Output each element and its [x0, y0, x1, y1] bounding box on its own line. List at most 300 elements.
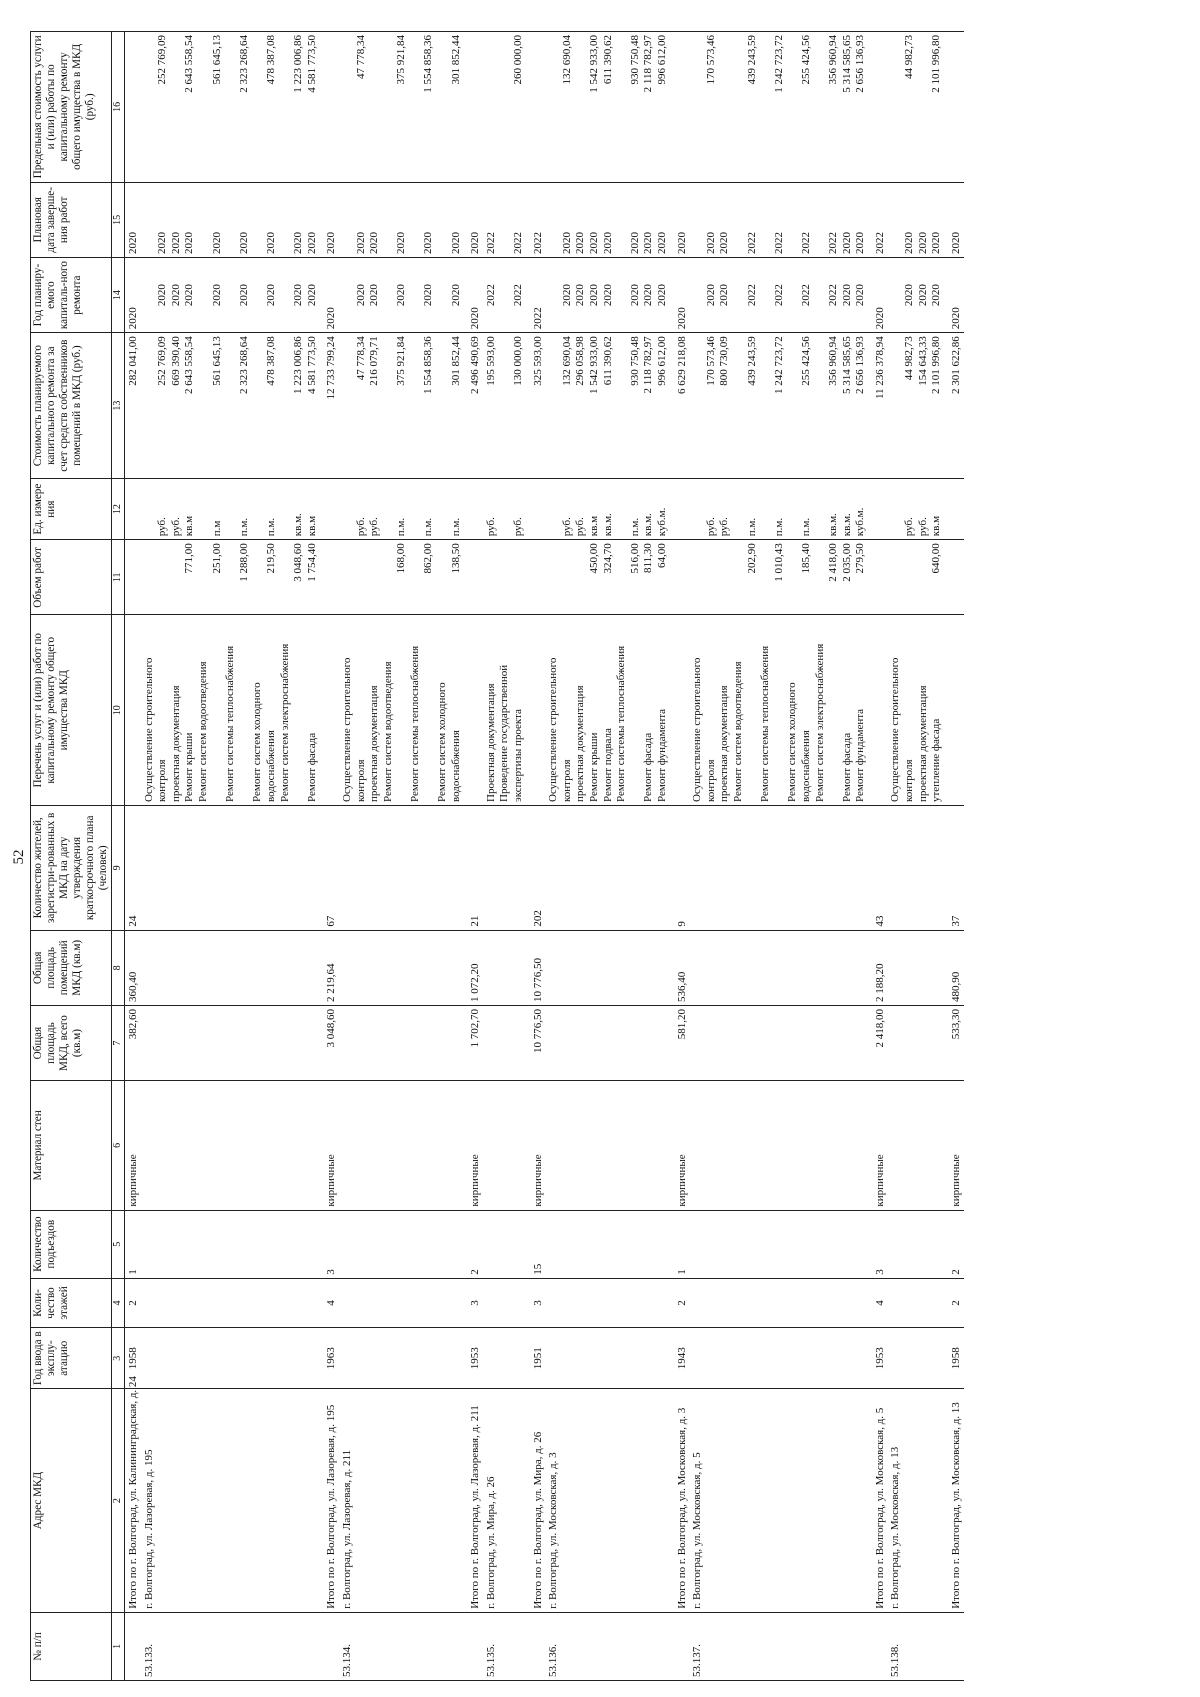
work-unit: п.м. — [628, 517, 641, 537]
work-item: Проектная документация — [484, 683, 497, 802]
work-cost: 478 387,08 — [264, 336, 277, 386]
residents-cell — [467, 806, 484, 931]
work-volume: 1 010,43 — [772, 543, 785, 582]
unit-cell — [323, 479, 340, 540]
summary-area-rooms: 2 219,64 — [325, 963, 338, 1002]
empty-cell — [142, 930, 324, 1005]
summary-end-date: 2022 — [873, 231, 886, 254]
work-cost: 1 542 933,00 — [588, 336, 600, 394]
work-limit: 170 573,46 — [704, 35, 717, 85]
empty-cell — [142, 1081, 324, 1210]
works-cell — [546, 615, 673, 806]
empty-cell — [546, 1005, 673, 1080]
work-limit: 561 645,13 — [210, 35, 223, 85]
area-rooms-cell — [323, 930, 340, 1005]
empty-cell — [546, 1210, 673, 1278]
material-cell — [323, 1081, 340, 1210]
item-row — [888, 32, 947, 1681]
work-unit: руб. — [574, 517, 587, 537]
summary-plan-year: 2020 — [873, 307, 886, 330]
work-cost: 611 390,62 — [601, 336, 614, 386]
work-unit: п.м. — [772, 517, 785, 537]
work-cost: 561 645,13 — [210, 336, 223, 386]
work-volume — [485, 543, 499, 611]
empty-cell — [484, 1005, 530, 1080]
empty-cell — [142, 1328, 324, 1389]
entrances-cell — [323, 1210, 340, 1278]
unit-cell — [340, 479, 467, 540]
work-unit: п.м. — [449, 517, 462, 537]
summary-cost: 282 041,00 — [127, 336, 139, 386]
work-limit: 1 554 858,36 — [422, 35, 435, 93]
address-cell — [530, 1389, 547, 1612]
limit-cell — [142, 32, 324, 183]
summary-cost: 12 733 799,24 — [325, 336, 338, 400]
summary-year: 1953 — [469, 1347, 482, 1370]
works-cell — [484, 615, 530, 806]
work-end-date: 2022 — [827, 231, 840, 254]
limit-cell — [467, 32, 484, 183]
work-unit: куб.м. — [854, 507, 867, 537]
summary-material: кирпичные — [469, 1154, 482, 1207]
cost-cell — [125, 333, 142, 479]
work-limit — [368, 35, 382, 179]
work-item: Ремонт системы теплоснабжения — [408, 645, 421, 802]
volume-cell — [888, 540, 947, 615]
limit-cell — [340, 32, 467, 183]
empty-cell — [484, 1328, 530, 1389]
work-cost: 4 581 773,50 — [305, 336, 318, 394]
limit-cell — [530, 32, 547, 183]
area-rooms-cell — [948, 930, 965, 1005]
empty-cell — [142, 1005, 324, 1080]
work-limit — [485, 35, 499, 179]
empty-cell — [546, 1278, 673, 1327]
work-unit: кв.м. — [840, 513, 853, 537]
work-volume: 2 418,00 — [827, 543, 840, 582]
limit-cell — [674, 32, 691, 183]
empty-cell — [142, 1210, 324, 1278]
item-number: 53.135. — [484, 1644, 497, 1677]
work-volume: 450,00 — [588, 543, 600, 574]
work-item: Ремонт систем электроснабжения — [813, 643, 826, 802]
summary-area-total: 533,30 — [949, 1008, 962, 1040]
work-end-date: 2020 — [655, 231, 668, 254]
plan-year-cell — [872, 257, 889, 332]
work-end-date: 2022 — [745, 231, 758, 254]
floors-cell — [323, 1278, 340, 1327]
summary-year: 1963 — [325, 1347, 338, 1370]
work-year: 2020 — [183, 284, 196, 307]
unit-cell — [484, 479, 530, 540]
summary-plan-year: 2020 — [127, 307, 139, 330]
unit-cell — [690, 479, 872, 540]
work-unit: п.м. — [745, 517, 758, 537]
work-volume: 862,00 — [422, 543, 435, 574]
work-volume: 1 754,40 — [305, 543, 318, 582]
empty-cell — [484, 1278, 530, 1327]
column-header: Ед. измере ния — [31, 479, 112, 540]
column-header: Общая площадь МКД, всего (кв.м) — [31, 1005, 112, 1080]
work-end-date: 2020 — [601, 231, 614, 254]
column-number: 4 — [112, 1278, 125, 1327]
area-total-cell — [125, 1005, 142, 1080]
work-limit — [718, 35, 732, 179]
works-cell — [674, 615, 691, 806]
summary-area-total: 382,60 — [127, 1008, 139, 1040]
work-volume — [341, 543, 368, 611]
entrances-cell — [530, 1210, 547, 1278]
work-end-date: 2020 — [854, 231, 867, 254]
work-item: утепление фасада — [930, 718, 943, 802]
work-limit — [917, 35, 931, 179]
limit-cell — [690, 32, 872, 183]
num-cell — [872, 1612, 889, 1680]
work-end-date: 2020 — [718, 231, 731, 254]
limit-cell — [872, 32, 889, 183]
empty-cell — [142, 1278, 324, 1327]
unit-cell — [674, 479, 691, 540]
work-volume — [718, 543, 732, 611]
year-cell — [872, 1328, 889, 1389]
empty-cell — [484, 1210, 530, 1278]
work-limit: 375 921,84 — [395, 35, 408, 85]
item-row — [690, 32, 872, 1681]
work-volume: 185,40 — [799, 543, 812, 574]
work-year: 2022 — [745, 284, 758, 307]
work-end-date: 2022 — [512, 231, 525, 254]
summary-year: 1958 — [949, 1347, 962, 1370]
work-year: 2020 — [264, 284, 277, 307]
volume-cell — [323, 540, 340, 615]
work-volume: 202,90 — [745, 543, 758, 574]
work-cost: 2 656 136,93 — [854, 336, 867, 394]
residents-cell — [948, 806, 965, 931]
work-cost: 252 769,09 — [156, 336, 169, 386]
work-year: 2020 — [916, 284, 929, 307]
empty-cell — [690, 1278, 872, 1327]
work-year: 2020 — [237, 284, 250, 307]
summary-residents: 21 — [469, 915, 482, 927]
num-cell — [546, 1612, 673, 1680]
summary-end-date: 2020 — [469, 231, 482, 254]
empty-cell — [340, 1005, 467, 1080]
work-cost: 296 058,98 — [574, 336, 587, 386]
work-unit: руб. — [169, 517, 182, 537]
column-number: 6 — [112, 1081, 125, 1210]
work-cost: 44 982,73 — [903, 336, 916, 381]
volume-cell — [142, 540, 324, 615]
work-item: Осуществление строительного контроля — [889, 657, 916, 802]
work-item: Осуществление строительного контроля — [142, 657, 169, 802]
num-cell — [674, 1612, 691, 1680]
work-cost: 2 118 782,97 — [642, 336, 655, 394]
address-cell — [340, 1389, 467, 1612]
work-limit: 356 960,94 — [827, 35, 840, 85]
work-unit: кв.м — [930, 515, 943, 537]
item-row — [484, 32, 530, 1681]
work-limit: 439 243,59 — [745, 35, 758, 85]
column-number: 8 — [112, 930, 125, 1005]
end-date-cell — [948, 182, 965, 257]
work-volume: 324,70 — [601, 543, 614, 574]
work-year: 2020 — [840, 284, 853, 307]
work-year: 2020 — [642, 284, 655, 307]
summary-entrances: 1 — [675, 1269, 688, 1275]
num-cell — [484, 1612, 530, 1680]
item-number: 53.133. — [142, 1644, 155, 1677]
work-year: 2020 — [449, 284, 462, 307]
item-number: 53.134. — [340, 1644, 353, 1677]
item-number: 53.137. — [691, 1644, 704, 1677]
cost-cell — [546, 333, 673, 479]
num-cell — [323, 1612, 340, 1680]
work-item: Ремонт системы теплоснабжения — [759, 645, 772, 802]
summary-entrances: 1 — [127, 1269, 139, 1275]
empty-cell — [142, 806, 324, 931]
plan-year-cell — [484, 257, 530, 332]
end-date-cell — [467, 182, 484, 257]
works-cell — [340, 615, 467, 806]
work-unit: руб. — [718, 517, 731, 537]
work-volume — [170, 543, 184, 611]
unit-cell — [546, 479, 673, 540]
summary-plan-year: 2020 — [675, 307, 688, 330]
summary-area-rooms: 2 188,20 — [873, 963, 886, 1002]
year-cell — [530, 1328, 547, 1389]
area-rooms-cell — [530, 930, 547, 1005]
column-number: 7 — [112, 1005, 125, 1080]
cost-cell — [674, 333, 691, 479]
area-rooms-cell — [674, 930, 691, 1005]
works-cell — [948, 615, 965, 806]
unit-cell — [530, 479, 547, 540]
work-end-date: 2020 — [354, 231, 367, 254]
work-cost: 2 323 268,64 — [237, 336, 250, 394]
empty-cell — [340, 930, 467, 1005]
work-year: 2020 — [560, 284, 573, 307]
column-number: 3 — [112, 1328, 125, 1389]
summary-plan-year: 2020 — [469, 307, 482, 330]
plan-year-cell — [340, 257, 467, 332]
work-unit: руб. — [916, 517, 929, 537]
empty-cell — [888, 1328, 947, 1389]
column-number: 14 — [112, 257, 125, 332]
work-item: Ремонт фундамента — [854, 708, 867, 802]
work-year: 2020 — [588, 284, 600, 307]
work-volume: 251,00 — [210, 543, 223, 574]
summary-year: 1943 — [675, 1347, 688, 1370]
column-header: Объем работ — [31, 540, 112, 615]
unit-cell — [888, 479, 947, 540]
work-item: Ремонт фасада — [642, 732, 655, 802]
address-cell — [142, 1389, 324, 1612]
work-year: 2022 — [484, 284, 497, 307]
summary-area-total: 2 418,00 — [873, 1008, 886, 1048]
year-cell — [323, 1328, 340, 1389]
work-volume: 279,50 — [854, 543, 867, 574]
work-end-date: 2020 — [210, 231, 223, 254]
work-volume: 771,00 — [183, 543, 196, 574]
area-total-cell — [674, 1005, 691, 1080]
work-year: 2022 — [772, 284, 785, 307]
limit-cell — [484, 32, 530, 183]
work-year: 2020 — [210, 284, 223, 307]
works-cell — [530, 615, 547, 806]
work-end-date: 2020 — [628, 231, 641, 254]
unit-cell — [467, 479, 484, 540]
work-limit: 1 242 723,72 — [772, 35, 785, 93]
item-address: г. Волгоград, ул. Московская, д. 5 — [691, 1452, 704, 1609]
work-item: Ремонт систем водоотведения — [196, 661, 209, 802]
column-number: 16 — [112, 32, 125, 183]
area-rooms-cell — [467, 930, 484, 1005]
empty-cell — [340, 1210, 467, 1278]
work-end-date: 2020 — [422, 231, 435, 254]
work-limit — [170, 35, 184, 179]
plan-year-cell — [674, 257, 691, 332]
work-unit: кв.м. — [601, 513, 614, 537]
work-end-date: 2020 — [169, 231, 182, 254]
empty-cell — [690, 1005, 872, 1080]
work-cost: 1 223 006,86 — [292, 336, 305, 394]
material-cell — [674, 1081, 691, 1210]
work-cost: 669 390,40 — [169, 336, 182, 386]
work-unit: п.м. — [264, 517, 277, 537]
address-cell — [546, 1389, 673, 1612]
item-address: г. Волгоград, ул. Московская, д. 13 — [889, 1446, 902, 1609]
work-item: Ремонт фундамента — [655, 708, 668, 802]
empty-cell — [546, 930, 673, 1005]
end-date-cell — [690, 182, 872, 257]
work-year: 2020 — [368, 284, 381, 307]
empty-cell — [888, 930, 947, 1005]
work-item: проектная документация — [169, 685, 182, 802]
work-item: Осуществление строительного контроля — [340, 657, 367, 802]
summary-residents: 202 — [531, 910, 544, 927]
num-cell — [530, 1612, 547, 1680]
summary-cost: 325 593,00 — [531, 336, 544, 386]
num-cell — [125, 1612, 142, 1680]
work-end-date: 2020 — [292, 231, 305, 254]
works-cell — [125, 615, 142, 806]
column-number: 5 — [112, 1210, 125, 1278]
empty-cell — [484, 930, 530, 1005]
summary-row — [323, 32, 340, 1681]
summary-address: Итого по г. Волгоград, ул. Калининградская, д. 24 — [127, 1376, 139, 1609]
work-cost: 195 593,00 — [484, 336, 497, 386]
work-unit: п.м. — [422, 517, 435, 537]
cost-cell — [484, 333, 530, 479]
work-year: 2020 — [305, 284, 318, 307]
summary-entrances: 3 — [325, 1269, 338, 1275]
unit-cell — [948, 479, 965, 540]
works-cell — [142, 615, 324, 806]
work-limit: 252 769,09 — [156, 35, 169, 85]
work-end-date: 2020 — [264, 231, 277, 254]
work-cost: 1 242 723,72 — [772, 336, 785, 394]
empty-cell — [484, 806, 530, 931]
residents-cell — [323, 806, 340, 931]
work-item: Проведение государственной экспертизы проекта — [498, 664, 525, 802]
work-year: 2020 — [354, 284, 367, 307]
work-end-date: 2020 — [840, 231, 853, 254]
repair-plan-table — [30, 31, 964, 1681]
year-cell — [467, 1328, 484, 1389]
summary-area-rooms: 360,40 — [127, 971, 139, 1002]
work-volume — [917, 543, 931, 611]
summary-address: Итого по г. Волгоград, ул. Лазоревая, д. 211 — [469, 1405, 482, 1609]
empty-cell — [546, 1328, 673, 1389]
work-volume: 168,00 — [395, 543, 408, 574]
work-limit: 478 387,08 — [264, 35, 277, 85]
address-cell — [690, 1389, 872, 1612]
entrances-cell — [872, 1210, 889, 1278]
summary-address: Итого по г. Волгоград, ул. Московская, д. 3 — [675, 1407, 688, 1609]
address-cell — [674, 1389, 691, 1612]
end-date-cell — [323, 182, 340, 257]
work-unit: руб. — [704, 517, 717, 537]
residents-cell — [674, 806, 691, 931]
work-limit: 2 101 996,80 — [930, 35, 943, 93]
end-date-cell — [888, 182, 947, 257]
work-cost: 255 424,56 — [799, 336, 812, 386]
work-year: 2020 — [628, 284, 641, 307]
column-number: 15 — [112, 182, 125, 257]
entrances-cell — [125, 1210, 142, 1278]
work-item: Осуществление строительного контроля — [691, 657, 717, 802]
work-volume: 1 288,00 — [237, 543, 250, 582]
summary-area-total: 3 048,60 — [325, 1008, 338, 1048]
work-year: 2020 — [601, 284, 614, 307]
work-item: Ремонт систем холодного водоснабжения — [251, 682, 277, 802]
work-limit: 1 542 933,00 — [588, 35, 600, 93]
volume-cell — [872, 540, 889, 615]
work-volume — [574, 543, 588, 611]
work-volume: 516,00 — [628, 543, 641, 574]
num-cell — [888, 1612, 947, 1680]
work-year: 2020 — [655, 284, 668, 307]
work-year: 2020 — [395, 284, 408, 307]
work-year: 2020 — [903, 284, 916, 307]
work-year: 2020 — [574, 284, 587, 307]
floors-cell — [674, 1278, 691, 1327]
column-header: Общая площадь помещений МКД (кв.м) — [31, 930, 112, 1005]
material-cell — [467, 1081, 484, 1210]
column-header: Адрес МКД — [31, 1389, 112, 1612]
work-year: 2020 — [169, 284, 182, 307]
work-limit: 996 612,00 — [655, 35, 668, 85]
work-end-date: 2022 — [799, 231, 812, 254]
work-volume — [691, 543, 718, 611]
work-unit: кв.м. — [292, 513, 305, 537]
work-cost: 170 573,46 — [704, 336, 717, 386]
floors-cell — [125, 1278, 142, 1327]
summary-area-rooms: 10 776,50 — [531, 957, 544, 1002]
work-item: Осуществление строительного контроля — [547, 657, 573, 802]
num-cell — [142, 1612, 324, 1680]
work-unit: руб. — [354, 517, 367, 537]
area-total-cell — [872, 1005, 889, 1080]
limit-cell — [948, 32, 965, 183]
unit-cell — [872, 479, 889, 540]
plan-year-cell — [690, 257, 872, 332]
summary-cost: 6 629 218,08 — [675, 336, 688, 394]
limit-cell — [546, 32, 673, 183]
work-end-date: 2020 — [449, 231, 462, 254]
summary-residents: 37 — [949, 915, 962, 927]
summary-end-date: 2020 — [325, 231, 338, 254]
